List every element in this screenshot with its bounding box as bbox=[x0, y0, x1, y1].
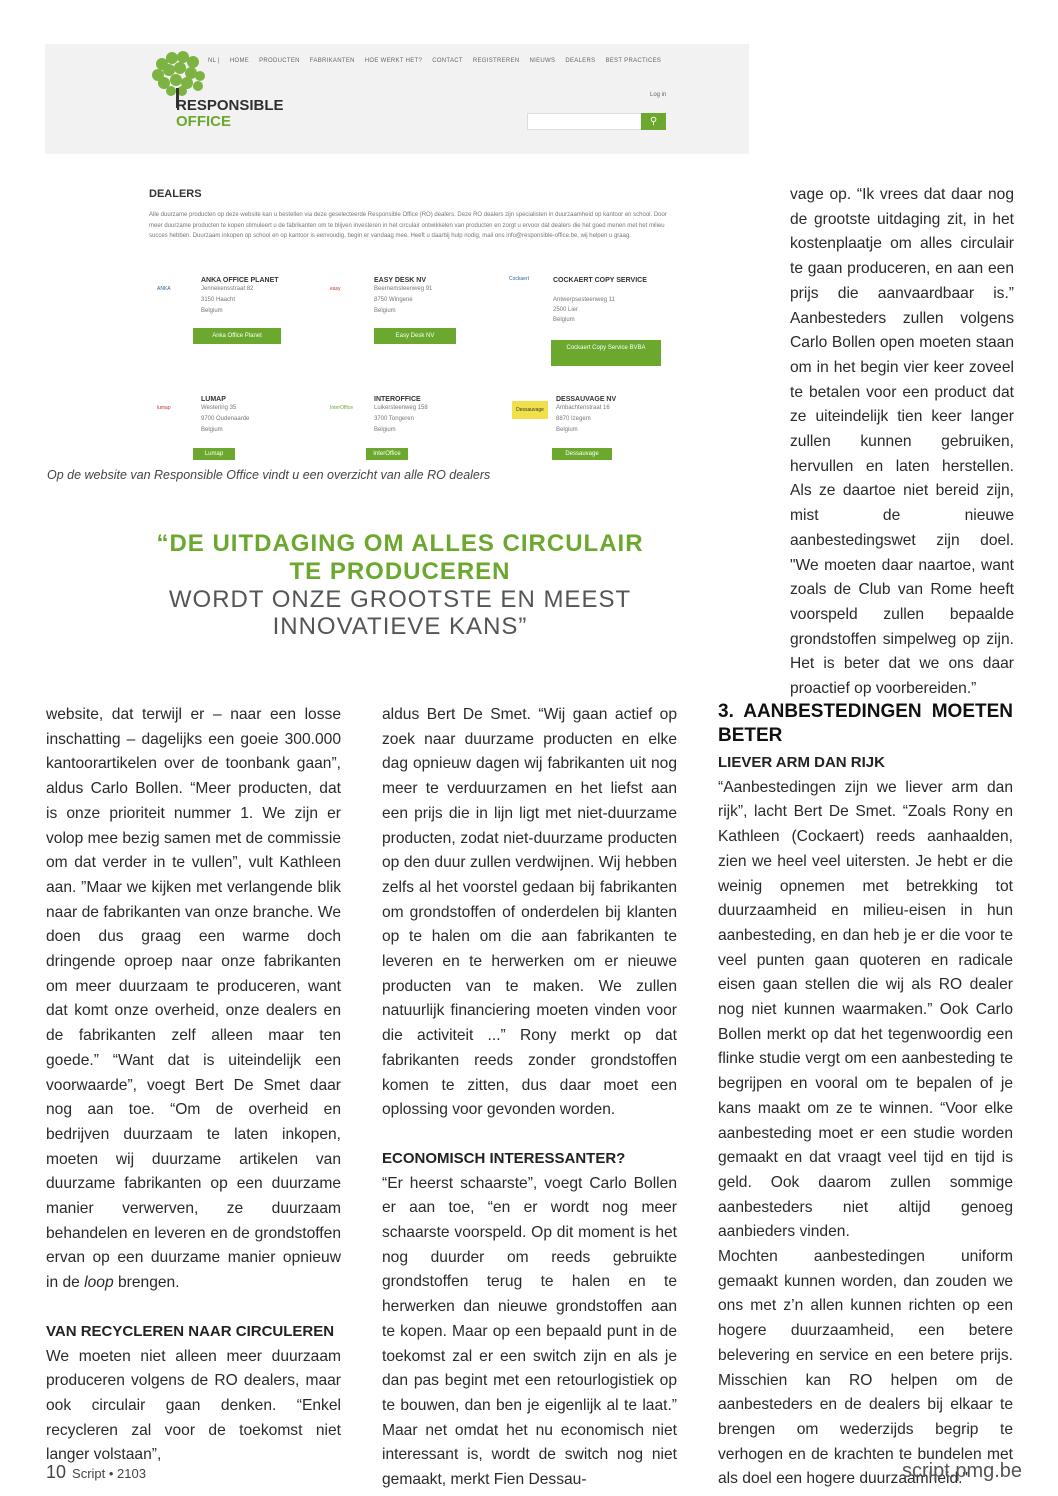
dealers-intro: Alle duurzame producten op deze website kan u bestellen via deze geselecteerde Responsible Office (RO) dealers. Deze RO dealers zijn specialisten in duurzaamheid op kantoor en school. Door meer duurzame producten te kopen stimuleert u de fabrikanten om te blijven investeren in het circulair ontwikkelen van producten en zorgt u ervoor dat dealers die het goed menen met het milieu succes hebben. Duurzaam inkopen op school en op kantoor is eenvoudig, begin er vandaag mee. Heeft u daarbij hulp nodig, mail ons info@responsible-office.be, wij helpen u graag. bbox=[149, 212, 667, 239]
article-column-top-right bbox=[790, 183, 1014, 702]
search-input[interactable] bbox=[527, 113, 643, 130]
section-subheading: VAN RECYCLEREN NAAR CIRCULEREN bbox=[46, 1322, 335, 1340]
nav-dealers[interactable]: DEALERS bbox=[565, 58, 596, 64]
article-text-italic: loop bbox=[84, 1274, 114, 1292]
pull-quote-line: INNOVATIEVE KANS” bbox=[272, 613, 528, 640]
dealer-address-line: Belgium bbox=[201, 308, 223, 314]
dealer-logo: lumap bbox=[157, 405, 171, 411]
article-column-2 bbox=[382, 703, 677, 1493]
nav-producten[interactable]: PRODUCTEN bbox=[259, 58, 300, 64]
magazine-issue: Script • 2103 bbox=[72, 1466, 146, 1481]
section-subheading: ECONOMISCH INTERESSANTER? bbox=[382, 1149, 626, 1167]
website-url[interactable]: script.pmg.be bbox=[902, 1460, 1023, 1482]
section-heading: 3. AANBESTEDINGEN MOETEN BETER bbox=[718, 701, 1013, 746]
article-paragraph: Mochten aanbestedingen uniform gemaakt kunnen worden, dan zouden we ons met z’n allen kunnen richten op een hogere duurzaamheid, een betere belevering en service en een betere prijs. Misschien kan RO helpen om de aanbesteders en de dealers bij elkaar te brengen om wederzijds begrip te verhogen en de krachten te bundelen met als doel een hogere duurzaamheid." bbox=[718, 1248, 1013, 1488]
dealer-logo: Dessauvage bbox=[512, 401, 548, 419]
article-paragraph: aldus Bert De Smet. “Wij gaan actief op zoek naar duurzame producten en elke dag opnieuw dagen wij fabrikanten uit nog meer te verduurzamen en het liefst aan een prijs die in lijn ligt met niet-duurzame producten, zodat niet-duurzame producten op den duur zullen verdwijnen. Wij hebben zelfs al het voorstel gedaan bij fabrikanten om grondstoffen of onderdelen bij klanten op te halen om die aan fabrikanten te leveren en te herwerken om er nieuwe producten van te maken. We zullen natuurlijk financiering moeten vinden voor die activiteit ...” Rony merkt op dat fabrikanten reeds zonder grondstoffen komen te zitten, dus daar moet een oplossing voor gevonden worden. bbox=[382, 706, 677, 1119]
dealer-address-line: Ambachtenstraat 16 bbox=[556, 405, 610, 411]
logo-line-2: OFFICE bbox=[176, 113, 231, 130]
dealer-address-line: 2500 Lier bbox=[553, 307, 579, 313]
pull-quote-line: TE PRODUCEREN bbox=[289, 558, 511, 585]
dealer-name: EASY DESK NV bbox=[374, 277, 426, 284]
dealer-logo: ANKA bbox=[157, 286, 171, 292]
article-paragraph bbox=[46, 703, 341, 1296]
nav-contact[interactable]: CONTACT bbox=[432, 58, 463, 64]
dealer-address-line: Belgium bbox=[374, 427, 396, 433]
article-column-3 bbox=[718, 700, 1013, 1492]
dealer-address-line: Westering 35 bbox=[201, 405, 237, 411]
dealer-button[interactable]: Lumap bbox=[193, 448, 235, 460]
language-selector[interactable]: NL | bbox=[208, 58, 220, 64]
dealer-name: INTEROFFICE bbox=[374, 396, 421, 403]
dealer-address-line: Belgium bbox=[553, 317, 575, 323]
dealer-address-line: 3700 Tongeren bbox=[374, 416, 414, 422]
pull-quote-line: “DE UITDAGING OM ALLES CIRCULAIR bbox=[156, 530, 644, 557]
nav-registreren[interactable]: REGISTREREN bbox=[472, 58, 520, 64]
article-text: website, dat terwijl er – naar een losse inschatting – dagelijks een goeie 300.000 kantoorartikelen over de toonbank gaan”, aldus Carlo Bollen. “Meer producten, dat is onze prioriteit nummer 1. We zijn er volop mee bezig samen met de commissie om dat verder in te vullen”, vult Kathleen aan. ”Maar we kijken met verlangende blik naar de fabrikanten van onze branche. We doen dus graag een warme doch dringende oproep naar onze fabrikanten om meer duurzaam te produceren, want dat komt onze overheid, onze dealers en de fabrikanten zelf alleen maar ten goede.” “Want dat is uiteindelijk een voorwaarde”, voegt Bert De Smet daar nog aan toe. “Om de overheid en bedrijven duurzaam te laten inkopen, moeten wij duurzame artikelen van duurzame fabrikanten op een duurzame manier verwerven, ze duurzaam behandelen en leveren en de grondstoffen ervan op een duurzame manier opnieuw in de bbox=[46, 706, 341, 1292]
dealer-address-line: 8750 Wingene bbox=[374, 297, 413, 303]
dealer-logo: InterOffice bbox=[330, 405, 353, 411]
nav-nieuws[interactable]: NIEUWS bbox=[529, 58, 556, 64]
search-button[interactable] bbox=[641, 113, 666, 130]
page-number: 10 bbox=[46, 1462, 67, 1482]
article-paragraph: vage op. “Ik vrees dat daar nog de grootste uitdaging zit, in het kostenplaatje om alles circulair te gaan produceren, en aan een prijs die aanvaardbaar is.” Aanbesteders zullen volgens Carlo Bollen open moeten staan om in het begin vier keer zoveel te betalen voor een product dat ze uiteindelijk tien keer langer zullen kunnen gebruiken, hervullen en laten herstellen. Als ze daartoe niet bereid zijn, mist de nieuwe aanbestedingswet zijn doel. "We moeten daar naartoe, want zoals de Club van Rome heeft voorspeld zullen bepaalde grondstoffen simpelweg op zijn. Het is beter dat we ons daar proactief op voorbereiden.” bbox=[790, 186, 1014, 698]
dealer-address-line: 3150 Haacht bbox=[201, 297, 236, 303]
article-paragraph: We moeten niet alleen meer duurzaam produceren volgens de RO dealers, maar ook circulair gaan denken. “Enkel recycleren zal voor de toekomst niet langer volstaan”, bbox=[46, 1347, 341, 1464]
dealer-address-line: 9700 Oudenaarde bbox=[201, 416, 250, 422]
dealer-address-line: Jennekensstraat 82 bbox=[201, 286, 254, 292]
nav-fabrikanten[interactable]: FABRIKANTEN bbox=[309, 58, 355, 64]
article-column-1 bbox=[46, 703, 341, 1468]
dealers-title: DEALERS bbox=[149, 188, 202, 200]
dealer-address-line: Beernemsteenweg 91 bbox=[374, 286, 433, 292]
article-paragraph: “Aanbestedingen zijn we liever arm dan rijk”, lacht Bert De Smet. “Zoals Rony en Kathleen (Cockaert) reeds aanhaalden, zien we heel veel uitersten. Je hebt er die weinig opnemen met betrekking tot duurzaamheid en milieu-eisen in hun aanbesteding, en dan heb je er die voor te veel punten gaan quoteren en radicale eisen gaan stellen die wij als RO dealer nog niet kunnen waarmaken.” Ook Carlo Bollen merkt op dat het tegenwoordig een flinke studie vergt om een aanbesteding te begrijpen en vooral om te bepalen of je kans maakt om ze te winnen. “Voor elke aanbesteding moet er een studie worden gemaakt en dat vraagt veel tijd en tijd is geld. Ook daarom zullen sommige aanbesteders niet altijd genoeg aanbieders vinden. bbox=[718, 778, 1013, 1241]
dealer-name: LUMAP bbox=[201, 396, 226, 403]
image-caption: Op de website van Responsible Office vindt u een overzicht van alle RO dealers bbox=[47, 468, 491, 482]
dealer-name: COCKAERT COPY SERVICE bbox=[553, 277, 647, 284]
article-paragraph: “Er heerst schaarste”, voegt Carlo Bollen er aan toe, “en er wordt nog meer schaarste voorspeld. Op dit moment is het nog duurder om reeds gebruikte grondstoffen terug te halen en te herwerken dan nieuwe grondstoffen aan te kopen. Maar op een bepaald punt in de toekomst zal er een switch zijn en als je dan pas begint met een retourlogistiek op te bouwen, dan ben je eigenlijk al te laat.” Maar net omdat het nu economisch niet interessant is, wordt de switch nog niet gemaakt, merkt Fien Dessau- bbox=[382, 1174, 677, 1489]
dealer-address-line: Antwerpsesteenweg 11 bbox=[553, 297, 615, 303]
search-icon: ⚲ bbox=[649, 116, 658, 127]
dealer-button[interactable]: Dessauvage bbox=[552, 448, 612, 460]
dealer-button[interactable]: Easy Desk NV bbox=[374, 328, 456, 344]
dealer-button[interactable]: InterOffice bbox=[366, 448, 408, 460]
dealer-button[interactable]: Cockaert Copy Service BVBA bbox=[551, 340, 661, 366]
dealer-address-line: Belgium bbox=[374, 308, 396, 314]
section-subheading: LIEVER ARM DAN RIJK bbox=[718, 754, 885, 771]
nav-home[interactable]: HOME bbox=[229, 58, 250, 64]
pull-quote bbox=[100, 530, 700, 640]
dealer-address-line: Luikersteenweg 158 bbox=[374, 405, 428, 411]
dealer-address-line: Belgium bbox=[201, 427, 223, 433]
dealer-button[interactable]: Anka Office Planet bbox=[193, 328, 281, 344]
dealer-address-line: 8870 Izegem bbox=[556, 416, 591, 422]
dealer-address-line: Belgium bbox=[556, 427, 578, 433]
dealer-name: ANKA OFFICE PLANET bbox=[201, 277, 279, 284]
logo-line-1: RESPONSIBLE bbox=[176, 97, 284, 114]
dealer-logo: easy bbox=[330, 286, 341, 292]
login-link[interactable]: Log in bbox=[650, 92, 667, 98]
article-text: brengen. bbox=[113, 1274, 180, 1292]
dealer-name: DESSAUVAGE NV bbox=[556, 396, 617, 403]
responsible-office-logo-text bbox=[176, 98, 284, 130]
nav-best-practices[interactable]: BEST PRACTICES bbox=[605, 58, 662, 64]
pull-quote-line: WORDT ONZE GROOTSTE EN MEEST bbox=[168, 586, 632, 613]
website-top-nav bbox=[208, 58, 671, 64]
page-footer-left bbox=[46, 1462, 146, 1483]
nav-hoe-werkt-het[interactable]: HOE WERKT HET? bbox=[364, 58, 423, 64]
dealer-logo: Cockaert bbox=[509, 276, 530, 282]
